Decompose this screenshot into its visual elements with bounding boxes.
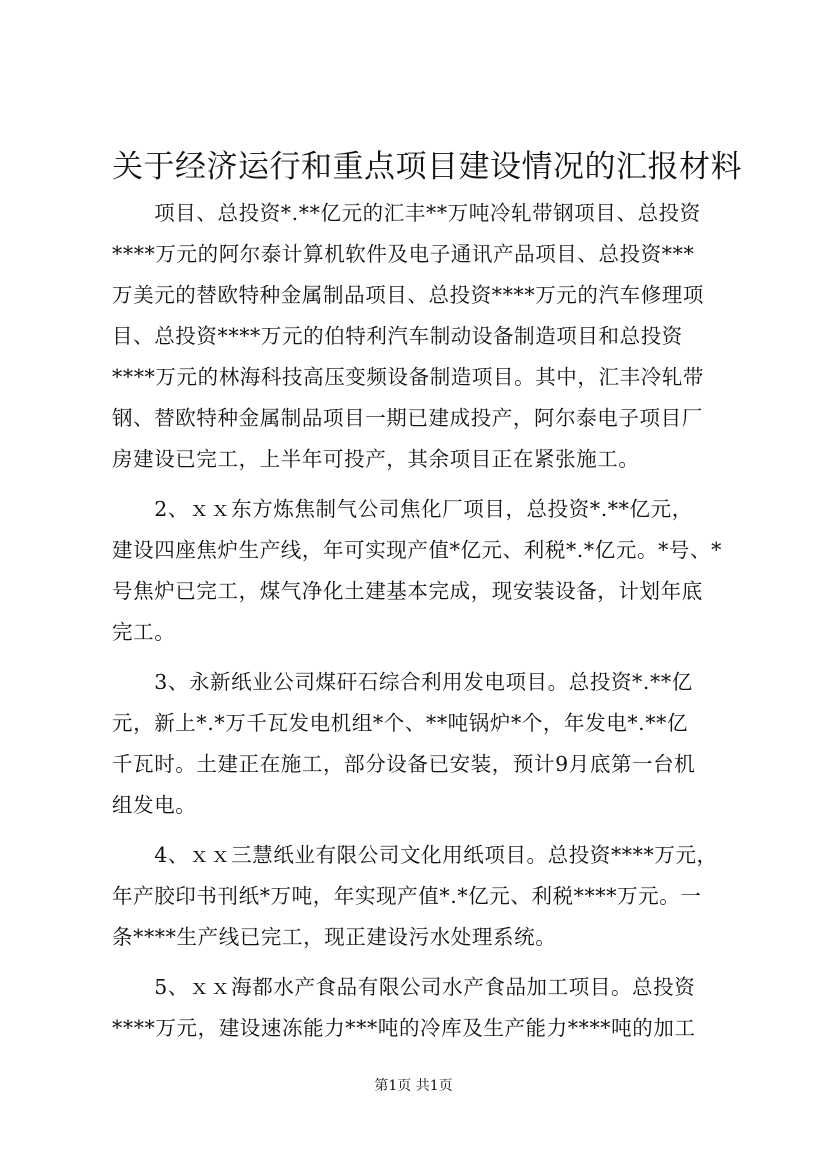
paragraph-line: 号焦炉已完工，煤气净化土建基本完成，现安装设备，计划年底 xyxy=(112,579,703,603)
document-title: 关于经济运行和重点项目建设情况的汇报材料 xyxy=(112,149,742,185)
paragraph-line: 元，新上*.*万千瓦发电机组*个、**吨锅炉*个，年发电*.**亿 xyxy=(112,711,689,735)
paragraph-line: 建设四座焦炉生产线，年可实现产值*亿元、利税*.*亿元。*号、* xyxy=(112,538,722,562)
paragraph-line: 千瓦时。土建正在施工，部分设备已安装，预计9月底第一台机 xyxy=(112,752,696,776)
paragraph-line: 3、永新纸业公司煤矸石综合利用发电项目。总投资*.**亿 xyxy=(112,670,693,694)
paragraph-line: 目、总投资****万元的伯特利汽车制动设备制造项目和总投资 xyxy=(112,324,683,348)
paragraph-line: 项目、总投资*.**亿元的汇丰**万吨冷轧带钢项目、总投资 xyxy=(112,201,701,225)
paragraph-line: 年产胶印书刊纸*万吨，年实现产值*.*亿元、利税****万元。一 xyxy=(112,884,702,908)
paragraph-line: 4、ｘｘ三慧纸业有限公司文化用纸项目。总投资****万元， xyxy=(112,843,718,867)
paragraph-line: 完工。 xyxy=(112,620,176,644)
paragraph-line: 万美元的替欧特种金属制品项目、总投资****万元的汽车修理项 xyxy=(112,283,704,307)
paragraph-line: ****万元的阿尔泰计算机软件及电子通讯产品项目、总投资*** xyxy=(112,242,695,266)
paragraph-line: 2、ｘｘ东方炼焦制气公司焦化厂项目，总投资*.**亿元， xyxy=(112,497,693,521)
paragraph-line: ****万元，建设速冻能力***吨的冷库及生产能力****吨的加工 xyxy=(112,1016,696,1040)
paragraph-line: 房建设已完工，上半年可投产，其余项目正在紧张施工。 xyxy=(112,447,640,471)
paragraph-line: 条****生产线已完工，现正建设污水处理系统。 xyxy=(112,925,557,949)
paragraph-line: 5、ｘｘ海都水产食品有限公司水产食品加工项目。总投资 xyxy=(112,975,696,999)
paragraph-line: ****万元的林海科技高压变频设备制造项目。其中，汇丰冷轧带 xyxy=(112,365,704,389)
paragraph-line: 钢、替欧特种金属制品项目一期已建成投产，阿尔泰电子项目厂 xyxy=(112,406,703,430)
paragraph-line: 组发电。 xyxy=(112,793,197,817)
page-footer: 第1页 共1页 xyxy=(374,1078,453,1094)
